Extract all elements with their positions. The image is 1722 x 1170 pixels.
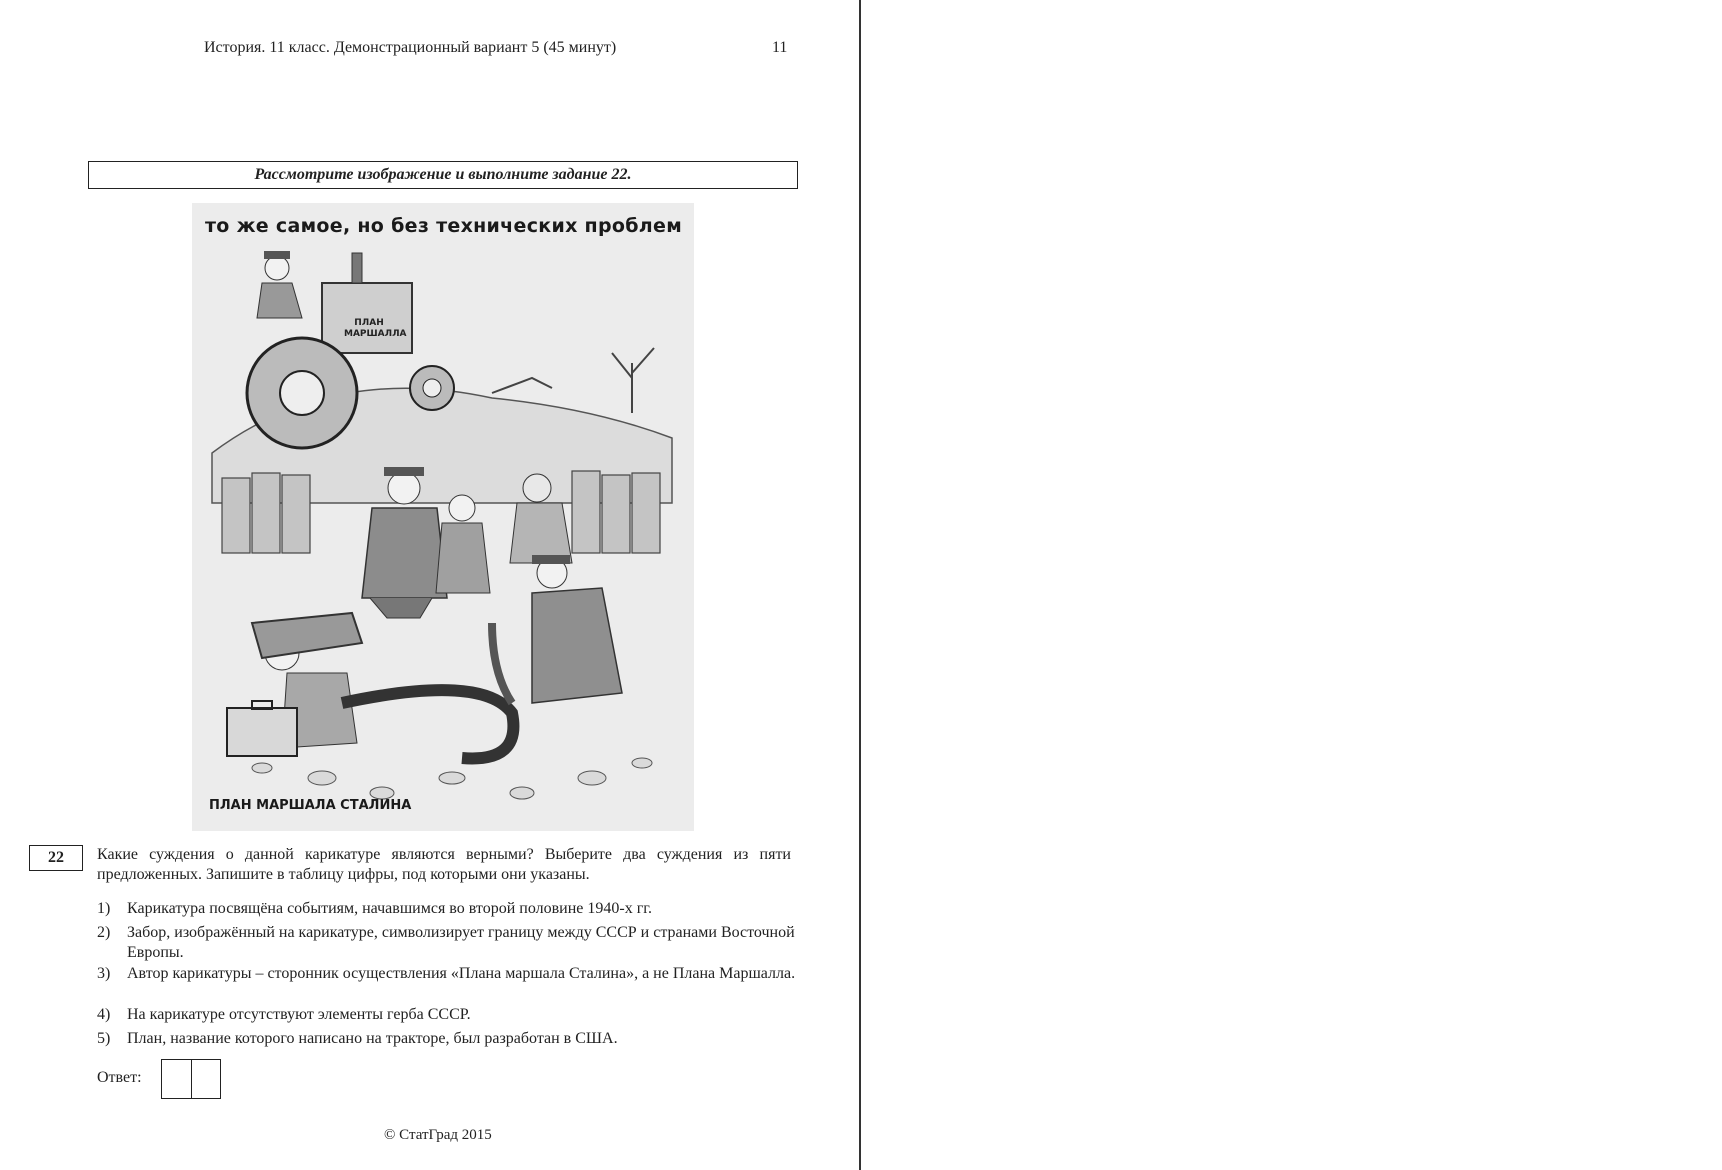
option-text: На карикатуре отсутствуют элементы герба СССР. xyxy=(127,1006,471,1023)
tractor-label: ПЛАН МАРШАЛЛА xyxy=(344,318,407,339)
option-text: Забор, изображённый на карикатуре, символизирует границу между СССР и странами Восточной Европы. xyxy=(127,924,795,961)
option-text: Автор карикатуры – сторонник осуществления «Плана маршала Сталина», а не Плана Маршалла. xyxy=(127,965,796,982)
answer-cell-2[interactable] xyxy=(192,1060,221,1098)
option-number: 3) xyxy=(97,965,111,982)
page-header-title: История. 11 класс. Демонстрационный вариант 5 (45 минут) xyxy=(204,39,617,56)
cartoon-caption-bottom: ПЛАН МАРШАЛА СТАЛИНА xyxy=(209,798,412,813)
option-number: 5) xyxy=(97,1030,111,1047)
option-text: План, название которого написано на тракторе, был разработан в США. xyxy=(127,1030,618,1047)
option-number: 1) xyxy=(97,900,111,917)
page-footer: © СтатГрад 2015 xyxy=(384,1127,492,1143)
exam-page xyxy=(0,0,858,1170)
option-text: Карикатура посвящёна событиям, начавшимся во второй половине 1940-х гг. xyxy=(127,900,653,917)
answer-label: Ответ: xyxy=(97,1069,142,1086)
blank-page xyxy=(861,0,1722,1170)
question-number: 22 xyxy=(29,845,83,871)
cartoon-caption-top: то же самое, но без технических проблем xyxy=(205,215,683,237)
answer-box[interactable] xyxy=(161,1059,221,1099)
cartoon-drawing xyxy=(192,203,694,831)
cartoon-image xyxy=(192,203,694,831)
page-number: 11 xyxy=(772,39,788,56)
question-text: Какие суждения о данной карикатуре являются верными? Выберите два суждения из пяти предложенных. Запишите в таблицу цифры, под которыми они указаны. xyxy=(97,846,791,883)
option-number: 4) xyxy=(97,1006,111,1023)
option-number: 2) xyxy=(97,924,111,941)
answer-cell-1[interactable] xyxy=(162,1060,192,1098)
instruction-box: Рассмотрите изображение и выполните задание 22. xyxy=(88,161,798,189)
